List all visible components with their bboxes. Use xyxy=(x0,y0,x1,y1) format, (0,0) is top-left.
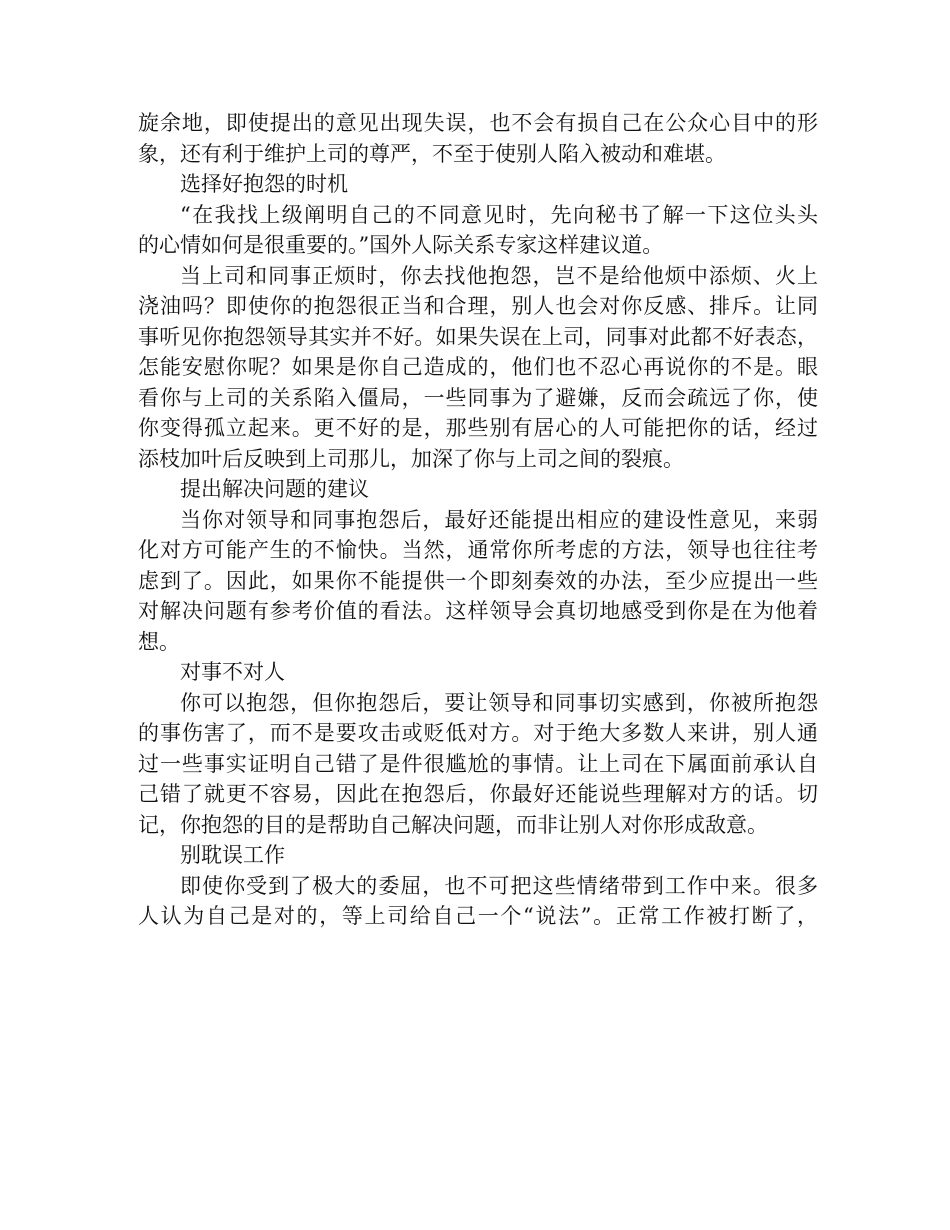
paragraph-line: 己错了就更不容易，因此在抱怨后，你最好还能说些理解对方的话。切 xyxy=(138,782,818,806)
paragraph-line-first: 选择好抱怨的时机 xyxy=(180,172,348,196)
paragraph-line: 象，还有利于维护上司的尊严，不至于使别人陷入被动和难堪。 xyxy=(138,141,726,166)
paragraph-line-first: 当上司和同事正烦时，你去找他抱怨，岂不是给他烦中添烦、火上 xyxy=(180,263,818,288)
paragraph-line: 对解决问题有参考价值的看法。这样领导会真切地感受到你是在为他着 xyxy=(138,599,818,623)
paragraph-line: 过一些事实证明自己错了是件很尴尬的事情。让上司在下属面前承认自 xyxy=(138,751,818,776)
paragraph-line: 的事伤害了，而不是要攻击或贬低对方。对于绝大多数人来讲，别人通 xyxy=(138,721,818,745)
paragraph-line-first: 别耽误工作 xyxy=(180,843,285,867)
paragraph-line-first: 当你对领导和同事抱怨后，最好还能提出相应的建设性意见，来弱 xyxy=(180,507,818,532)
paragraph-line-first: 即使你受到了极大的委屈，也不可把这些情绪带到工作中来。很多 xyxy=(180,873,818,898)
paragraph-line: 浇油吗？即使你的抱怨很正当和合理，别人也会对你反感、排斥。让同 xyxy=(138,294,818,318)
paragraph-line: 事听见你抱怨领导其实并不好。如果失误在上司，同事对此都不好表态， xyxy=(138,324,818,349)
paragraph-line-first: 你可以抱怨，但你抱怨后，要让领导和同事切实感到，你被所抱怨 xyxy=(180,690,818,715)
paragraph-line-first: “在我找上级阐明自己的不同意见时，先向秘书了解一下这位头头 xyxy=(180,202,818,227)
paragraph-line-first: 对事不对人 xyxy=(180,660,285,684)
paragraph-line: 虑到了。因此，如果你不能提供一个即刻奏效的办法，至少应提出一些 xyxy=(138,568,818,593)
paragraph-line: 你变得孤立起来。更不好的是，那些别有居心的人可能把你的话，经过 xyxy=(138,416,818,440)
paragraph-line: 记，你抱怨的目的是帮助自己解决问题，而非让别人对你形成敌意。 xyxy=(138,812,768,837)
paragraph-line-first: 提出解决问题的建议 xyxy=(180,477,369,501)
paragraph-line: 怎能安慰你呢？如果是你自己造成的，他们也不忍心再说你的不是。眼 xyxy=(138,355,818,379)
paragraph-line: 添枝加叶后反映到上司那儿，加深了你与上司之间的裂痕。 xyxy=(138,446,684,471)
paragraph-line: 旋余地，即使提出的意见出现失误，也不会有损自己在公众心目中的形 xyxy=(138,111,818,135)
document-body xyxy=(138,108,818,932)
paragraph-line: 的心情如何是很重要的。”国外人际关系专家这样建议道。 xyxy=(138,233,664,257)
paragraph-line: 化对方可能产生的不愉快。当然，通常你所考虑的方法，领导也往往考 xyxy=(138,538,818,562)
paragraph-line: 看你与上司的关系陷入僵局，一些同事为了避嫌，反而会疏远了你，使 xyxy=(138,385,818,410)
paragraph-line: 想。 xyxy=(138,629,180,654)
paragraph-line: 人认为自己是对的，等上司给自己一个“说法”。正常工作被打断了， xyxy=(138,904,818,928)
